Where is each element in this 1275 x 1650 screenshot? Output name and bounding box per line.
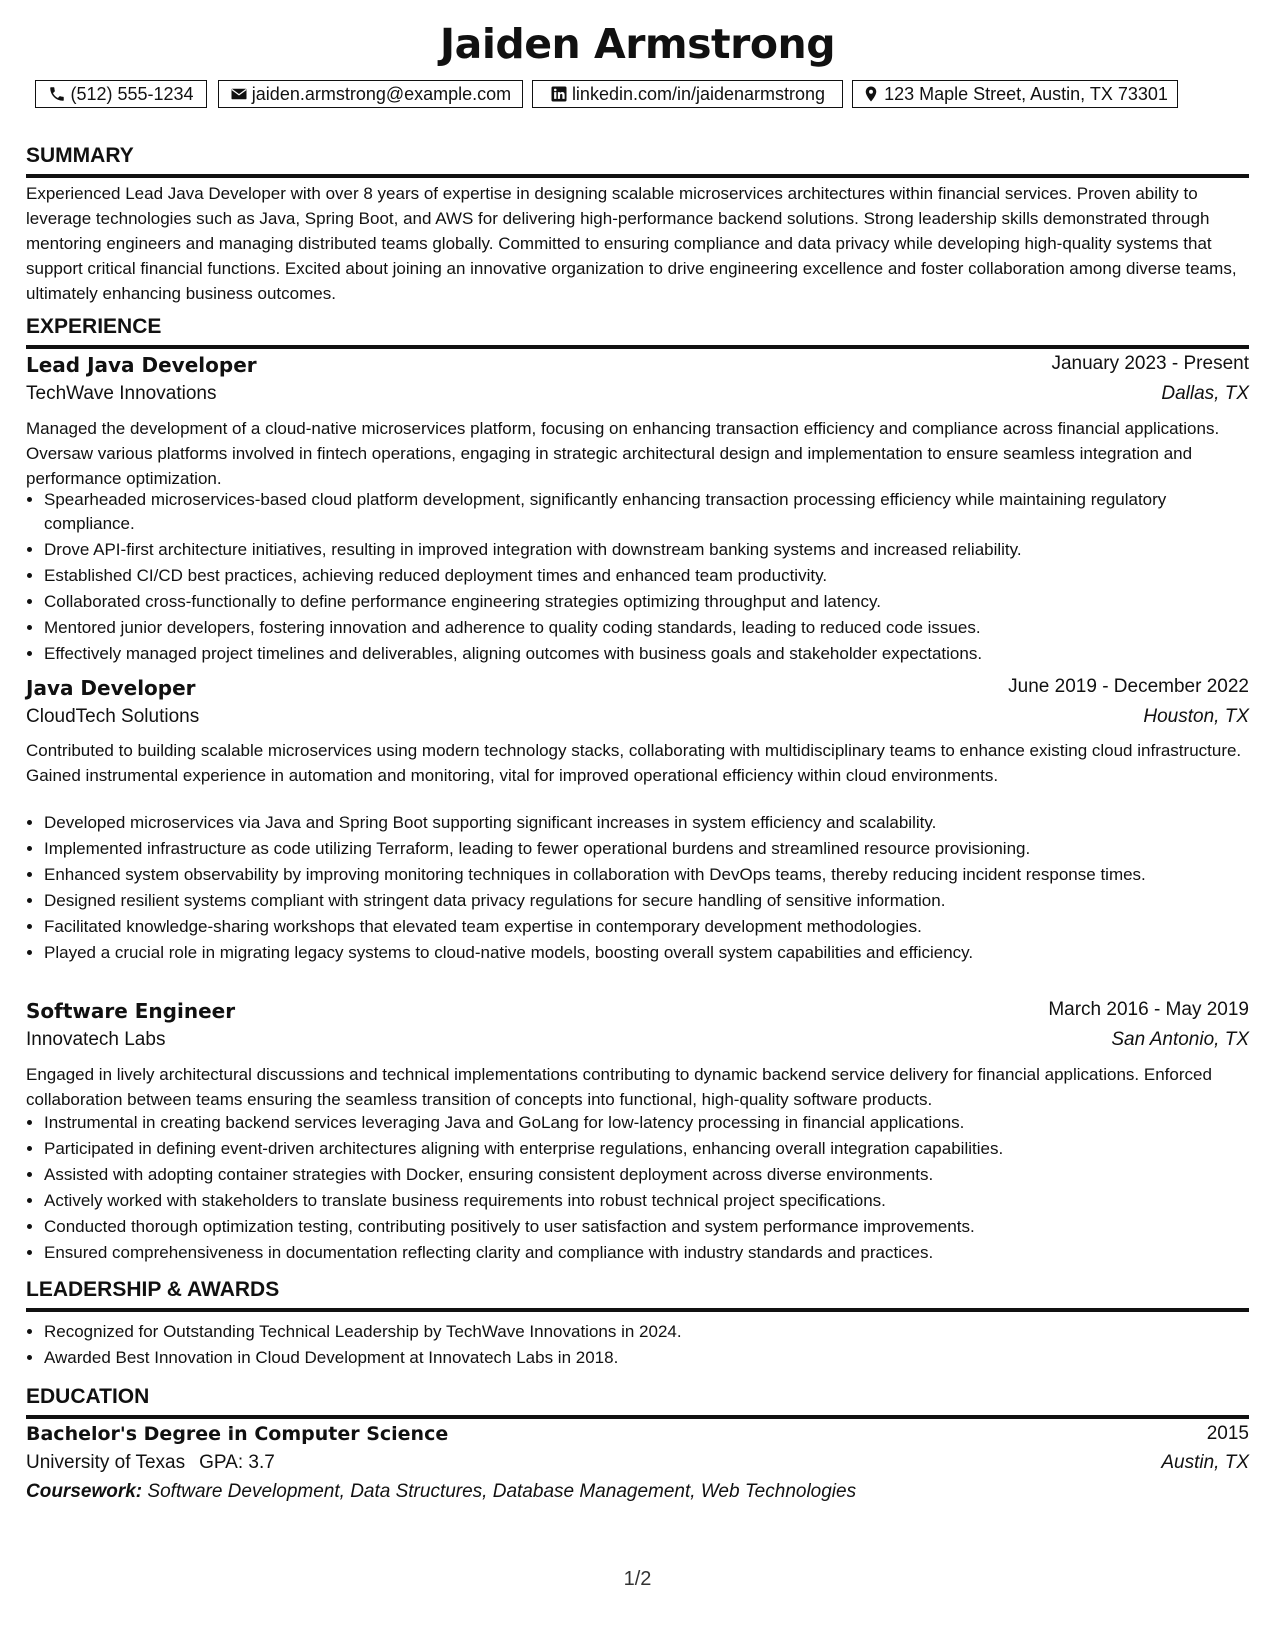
list-item: • Implemented infrastructure as code utilizing Terraform, leading to fewer operational burdens and streamlined resource provisioning. [44,837,1235,861]
job-bullet-list [26,811,1235,967]
list-item: • Established CI/CD best practices, achieving reduced deployment times and enhanced team productivity. [44,564,1235,588]
coursework-label: Coursework: [26,1481,143,1502]
job-location: Dallas, TX [1161,383,1249,404]
gpa: GPA: 3.7 [199,1452,275,1473]
coursework-text: Software Development, Data Structures, Database Management, Web Technologies [147,1481,857,1502]
list-item: • Mentored junior developers, fostering innovation and adherence to quality coding standards, leading to reduced code issues. [44,616,1235,640]
school-location: Austin, TX [1161,1452,1249,1473]
page-number: 1/2 [623,1568,652,1590]
list-item: • Effectively managed project timelines and deliverables, aligning outcomes with business goals and stakeholder expectations. [44,642,1235,666]
job-bullet-list [26,1111,1235,1267]
contact-linkedin[interactable] [532,80,843,108]
phone-icon [48,85,66,103]
degree-title: Bachelor's Degree in Computer Science [26,1423,449,1445]
job-company: CloudTech Solutions [26,706,200,727]
job-location: Houston, TX [1143,706,1249,727]
email-text: jaiden.armstrong@example.com [251,83,512,104]
school-line [26,1452,275,1474]
map-pin-icon [862,85,880,103]
leadership-list [26,1320,1235,1372]
list-item: • Participated in defining event-driven architectures aligning with enterprise regulations, enhancing overall integration capabilities. [44,1137,1235,1161]
job-title: Software Engineer [26,999,236,1023]
candidate-name: Jaiden Armstrong [439,20,836,68]
list-item: • Collaborated cross-functionally to define performance engineering strategies optimizing throughput and latency. [44,590,1235,614]
job-description: Contributed to building scalable microservices using modern technology stacks, collaborating with multidisciplinary teams to enhance existing cloud infrastructure. Gained instrumental experience in automation and monitoring, vital for improved operational efficiency within cloud environments. [26,741,1242,785]
address-text: 123 Maple Street, Austin, TX 73301 [884,83,1168,104]
list-item: • Instrumental in creating backend services leveraging Java and GoLang for low-latency processing in financial applications. [44,1111,1235,1135]
phone-text: (512) 555-1234 [70,83,194,104]
experience-heading: EXPERIENCE [26,315,1249,349]
linkedin-text: linkedin.com/in/jaidenarmstrong [571,83,826,104]
list-item: • Facilitated knowledge-sharing workshops that elevated team expertise in contemporary development methodologies. [44,915,1235,939]
envelope-icon [230,85,248,103]
job-description: Engaged in lively architectural discussions and technical implementations contributing to dynamic backend service delivery for financial applications. Enforced collaboration between teams ensuring the seamless transition of concepts into functional, high-quality software products. [26,1065,1212,1109]
list-item: • Ensured comprehensiveness in documentation reflecting clarity and compliance with industry standards and practices. [44,1241,1235,1265]
education-heading: EDUCATION [26,1385,1249,1419]
list-item: • Spearheaded microservices-based cloud platform development, significantly enhancing transaction processing efficiency while maintaining regulatory compliance. [44,488,1235,536]
job-dates: January 2023 - Present [1051,353,1249,374]
school-name: University of Texas [26,1452,186,1473]
list-item: • Awarded Best Innovation in Cloud Development at Innovatech Labs in 2018. [44,1346,1235,1370]
job-dates: March 2016 - May 2019 [1048,999,1249,1020]
job-company: TechWave Innovations [26,383,217,404]
summary-text: Experienced Lead Java Developer with over 8 years of expertise in designing scalable microservices architectures within financial services. Proven ability to leverage technologies such as Java, Spring Boot, and AWS for delivering high-performance backend solutions. Strong leadership skills demonstrated through mentoring engineers and managing distributed teams globally. Committed to ensuring compliance and data privacy while developing high-quality systems that support critical financial functions. Excited about joining an innovative organization to drive engineering excellence and foster collaboration among diverse teams, ultimately enhancing business outcomes. [26,184,1237,303]
job-title: Java Developer [26,676,196,700]
graduation-year: 2015 [1206,1423,1249,1444]
list-item: • Assisted with adopting container strategies with Docker, ensuring consistent deployment across diverse environments. [44,1163,1235,1187]
leadership-heading: LEADERSHIP & AWARDS [26,1278,1249,1312]
job-bullet-list [26,488,1235,668]
job-dates: June 2019 - December 2022 [1008,676,1249,697]
job-location: San Antonio, TX [1111,1029,1249,1050]
list-item: • Designed resilient systems compliant with stringent data privacy regulations for secure handling of sensitive information. [44,889,1235,913]
contact-email[interactable] [218,80,523,108]
job-company: Innovatech Labs [26,1029,166,1050]
coursework-line [26,1481,856,1503]
contact-address[interactable] [852,80,1178,108]
list-item: • Enhanced system observability by improving monitoring techniques in collaboration with DevOps teams, thereby reducing incident response times. [44,863,1235,887]
job-description: Managed the development of a cloud-native microservices platform, focusing on enhancing transaction efficiency and compliance across financial applications. Oversaw various platforms involved in fintech operations, engaging in strategic architectural design and implementation to ensure seamless integration and performance optimization. [26,419,1220,488]
list-item: • Played a crucial role in migrating legacy systems to cloud-native models, boosting overall system capabilities and efficiency. [44,941,1235,965]
summary-heading: SUMMARY [26,144,1249,178]
linkedin-icon [550,85,568,103]
contact-phone[interactable] [35,80,207,108]
list-item: • Conducted thorough optimization testing, contributing positively to user satisfaction and system performance improvements. [44,1215,1235,1239]
list-item: • Actively worked with stakeholders to translate business requirements into robust technical project specifications. [44,1189,1235,1213]
list-item: • Drove API-first architecture initiatives, resulting in improved integration with downstream banking systems and increased reliability. [44,538,1235,562]
job-title: Lead Java Developer [26,353,257,377]
list-item: • Recognized for Outstanding Technical Leadership by TechWave Innovations in 2024. [44,1320,1235,1344]
list-item: • Developed microservices via Java and Spring Boot supporting significant increases in system efficiency and scalability. [44,811,1235,835]
